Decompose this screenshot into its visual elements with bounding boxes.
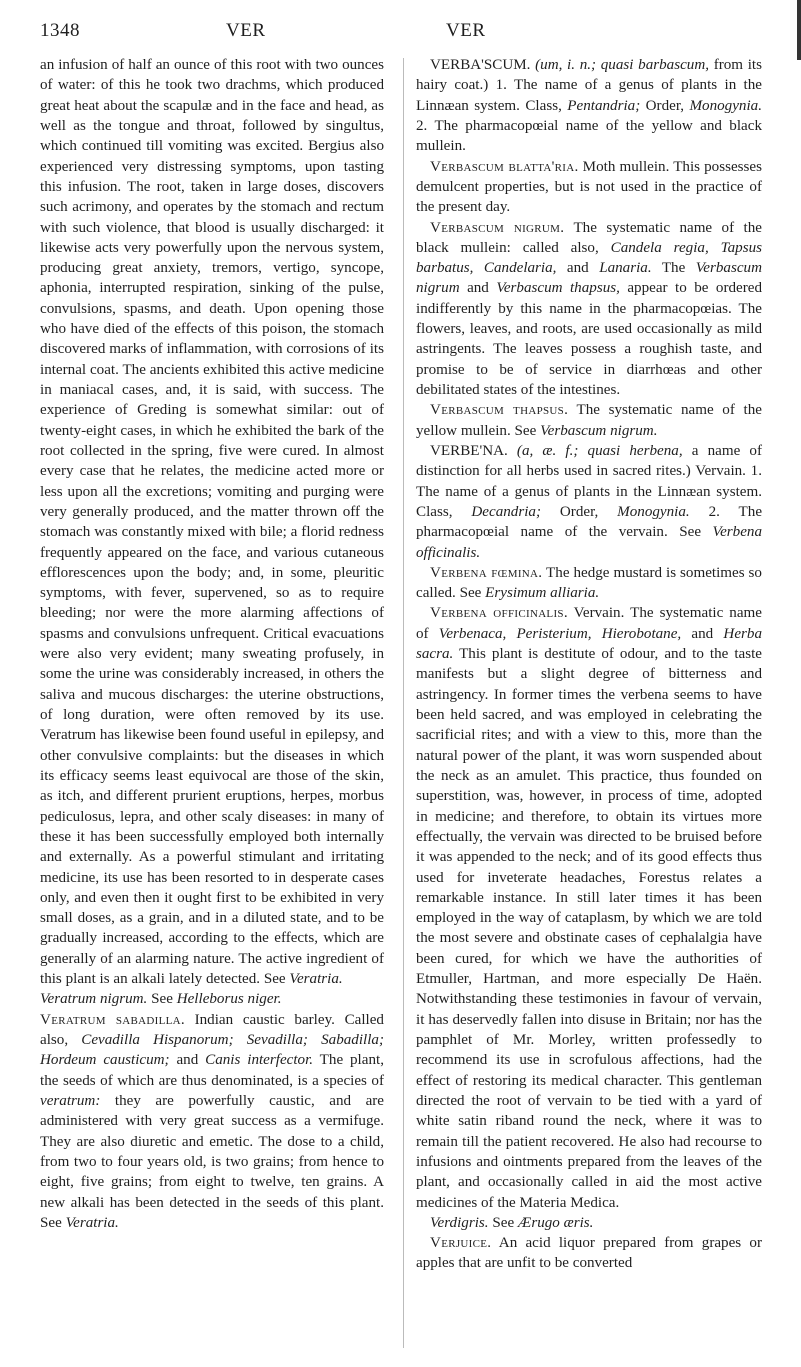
entry-veratrum-nigrum: Veratrum nigrum. See Helleborus niger. — [40, 991, 282, 1008]
right-column — [416, 55, 762, 1274]
right-running-head: VER — [446, 20, 486, 41]
entry-verbascum: VERBA'SCUM. (um, i. n.; quasi barbascum, from its hairy coat.) 1. The name of a genus of plants in the Linnæan system. Class, Pentandria; Order, Monogynia. 2. The pharmacopœial name of the yellow and black mullein. — [416, 57, 762, 155]
veratrum-continuation: an infusion of half an ounce of this root with two ounces of water: of this he took two drachms, which produced great heat about the scapulæ and in the face and head, as well as the tongue and throat, followed by singultus, which continued till vomiting was excited. Bergius also experienced very distressing symptoms, upon tasting this infusion. The root, taken in large doses, discovers such acrimony, and operates by the stomach and rectum with such violence, that blood is usually discharged: it likewise acts very powerfully upon the nervous system, producing great anxiety, tremors, vertigo, syncope, aphonia, interrupted respiration, sinking of the pulse, convulsions, spasms, and death. Upon opening those who have died of the effects of this poison, the stomach discovered marks of inflammation, with corrosions of its internal coat. The ancients exhibited this active medicine in maniacal cases, and, it is said, with success. The experience of Greding is somewhat similar: out of twenty-eight cases, in which he exhibited the bark of the root collected in the spring, five were cured. In almost every case that he relates, the medicine acted more or less upon all the excretions; vomiting and purging were very generally produced, and the matter thrown off the stomach was constantly mixed with bile; a florid redness frequently appeared on the face, and various cutaneous efflorescences upon the body; and, in some, pleuritic symptoms, with fever, supervened, so as to require bleeding; nor were the more alarming affections of spasms and convulsions unfrequent. Critical evacuations were also very evident; many sweating profusely, in some the urine was considerably increased, in others the saliva and mucous discharges: the uterine obstructions, of long duration, were often removed by its use. Veratrum has likewise been found useful in epilepsy, and other convulsive complaints: but the diseases in which its efficacy seems least equivocal are those of the skin, as itch, and different prurient eruptions, herpes, morbus pediculosus, lepra, and other scaly diseases: in many of these it has been successfully employed both internally and externally. As a powerful stimulant and irritating medicine, its use has been resorted to in desperate cases only, and even then it ought first to be exhibited in very small doses, as a grain, and in a diluted state, and to be gradually increased, according to the effects, which are generally of an alarming nature. The active ingredient of this plant is an alkali lately detected. See Veratria. — [40, 57, 384, 988]
entry-verjuice: Verjuice. An acid liquor prepared from grapes or apples that are unfit to be converted — [416, 1235, 762, 1272]
left-column — [40, 55, 384, 1233]
entry-verbena-officinalis: Verbena officinalis. Vervain. The systematic name of Verbenaca, Peristerium, Hierobotane, and Herba sacra. This plant is destitute of odour, and to the taste manifests but a slight degree of bitterness and astringency. In former times the verbena seems to have been held sacred, and was employed in celebrating the sacrificial rites; and with a view to this, more than the natural power of the plant, it was worn suspended about the neck as an amulet. This practice, thus founded on superstition, was, however, in process of time, adopted in medicine; and therefore, to obtain its virtues more effectually, the vervain was directed to be bruised before it was appended to the neck; and of its good effects thus used for inveterate headaches, Forestus relates a remarkable instance. In still later times it has been employed in the way of cataplasm, by which we are told the most severe and obstinate cases of cephalalgia have been cured, for which we have the authorities of Etmuller, Hartman, and more especially De Haën. Notwithstanding these testimonies in favour of vervain, it has deservedly fallen into disuse in Britain; nor has the pamphlet of Mr. Morley, written professedly to recommend its use in scrofulous affections, had the effect of restoring its medical character. This gentleman directed the root of vervain to be tied with a yard of white satin riband round the neck, where it was to remain till the patient recovered. He also had recourse to infusions and ointments prepared from the leaves of the plant, and occasionally called in aid the most active medicines of the Materia Medica. — [416, 605, 762, 1211]
left-running-head: VER — [226, 20, 266, 41]
entry-verdigris: Verdigris. See Ærugo æris. — [430, 1214, 594, 1231]
entry-verbascum-blattaria: Verbascum blatta'ria. Moth mullein. This possesses demulcent properties, but is not used in the practice of the present day. — [416, 158, 762, 216]
entry-verbascum-nigrum: Verbascum nigrum. The systematic name of the black mullein: called also, Candela regia, Tapsus barbatus, Candelaria, and Lanaria. The Verbascum nigrum and Verbascum thapsus, appear to be ordered indifferently by this name in the pharmacopœias. The flowers, leaves, and roots, are used occasionally as mild astringents. The leaves possess a roughish taste, and promise to be of service in diarrhœas and other debilitated states of the intestines. — [416, 219, 762, 398]
entry-verbena: VERBE'NA. (a, æ. f.; quasi herbena, a name of distinction for all herbs used in sacred rites.) Vervain. 1. The name of a genus of plants in the Linnæan system. Class, Decandria; Order, Monogynia. 2. The pharmacopœial name of the vervain. See Verbena officinalis. — [416, 442, 763, 561]
column-divider — [403, 58, 404, 1348]
page-edge-rule — [797, 0, 801, 60]
page-number: 1348 — [40, 20, 80, 41]
entry-verbascum-thapsus: Verbascum thapsus. The systematic name of the yellow mullein. See Verbascum nigrum. — [416, 402, 762, 439]
entry-veratrum-sabadilla: Veratrum sabadilla. Indian caustic barley. Called also, Cevadilla Hispanorum; Sevadilla; Sabadilla; Hordeum causticum; and Canis interfector. The plant, the seeds of which are thus denominated, is a species of veratrum: they are powerfully caustic, and are administered with very great success as a vermifuge. They are also diuretic and emetic. The dose to a child, from two to four years old, is two grains; from hence to eight, five grains; from eight to twelve, ten grains. A new alkali has been detected in the seeds of this plant. See Veratria. — [40, 1011, 384, 1231]
running-header — [40, 20, 773, 44]
entry-verbena-foemina: Verbena fœmina. The hedge mustard is sometimes so called. See Erysimum alliaria. — [416, 564, 762, 602]
